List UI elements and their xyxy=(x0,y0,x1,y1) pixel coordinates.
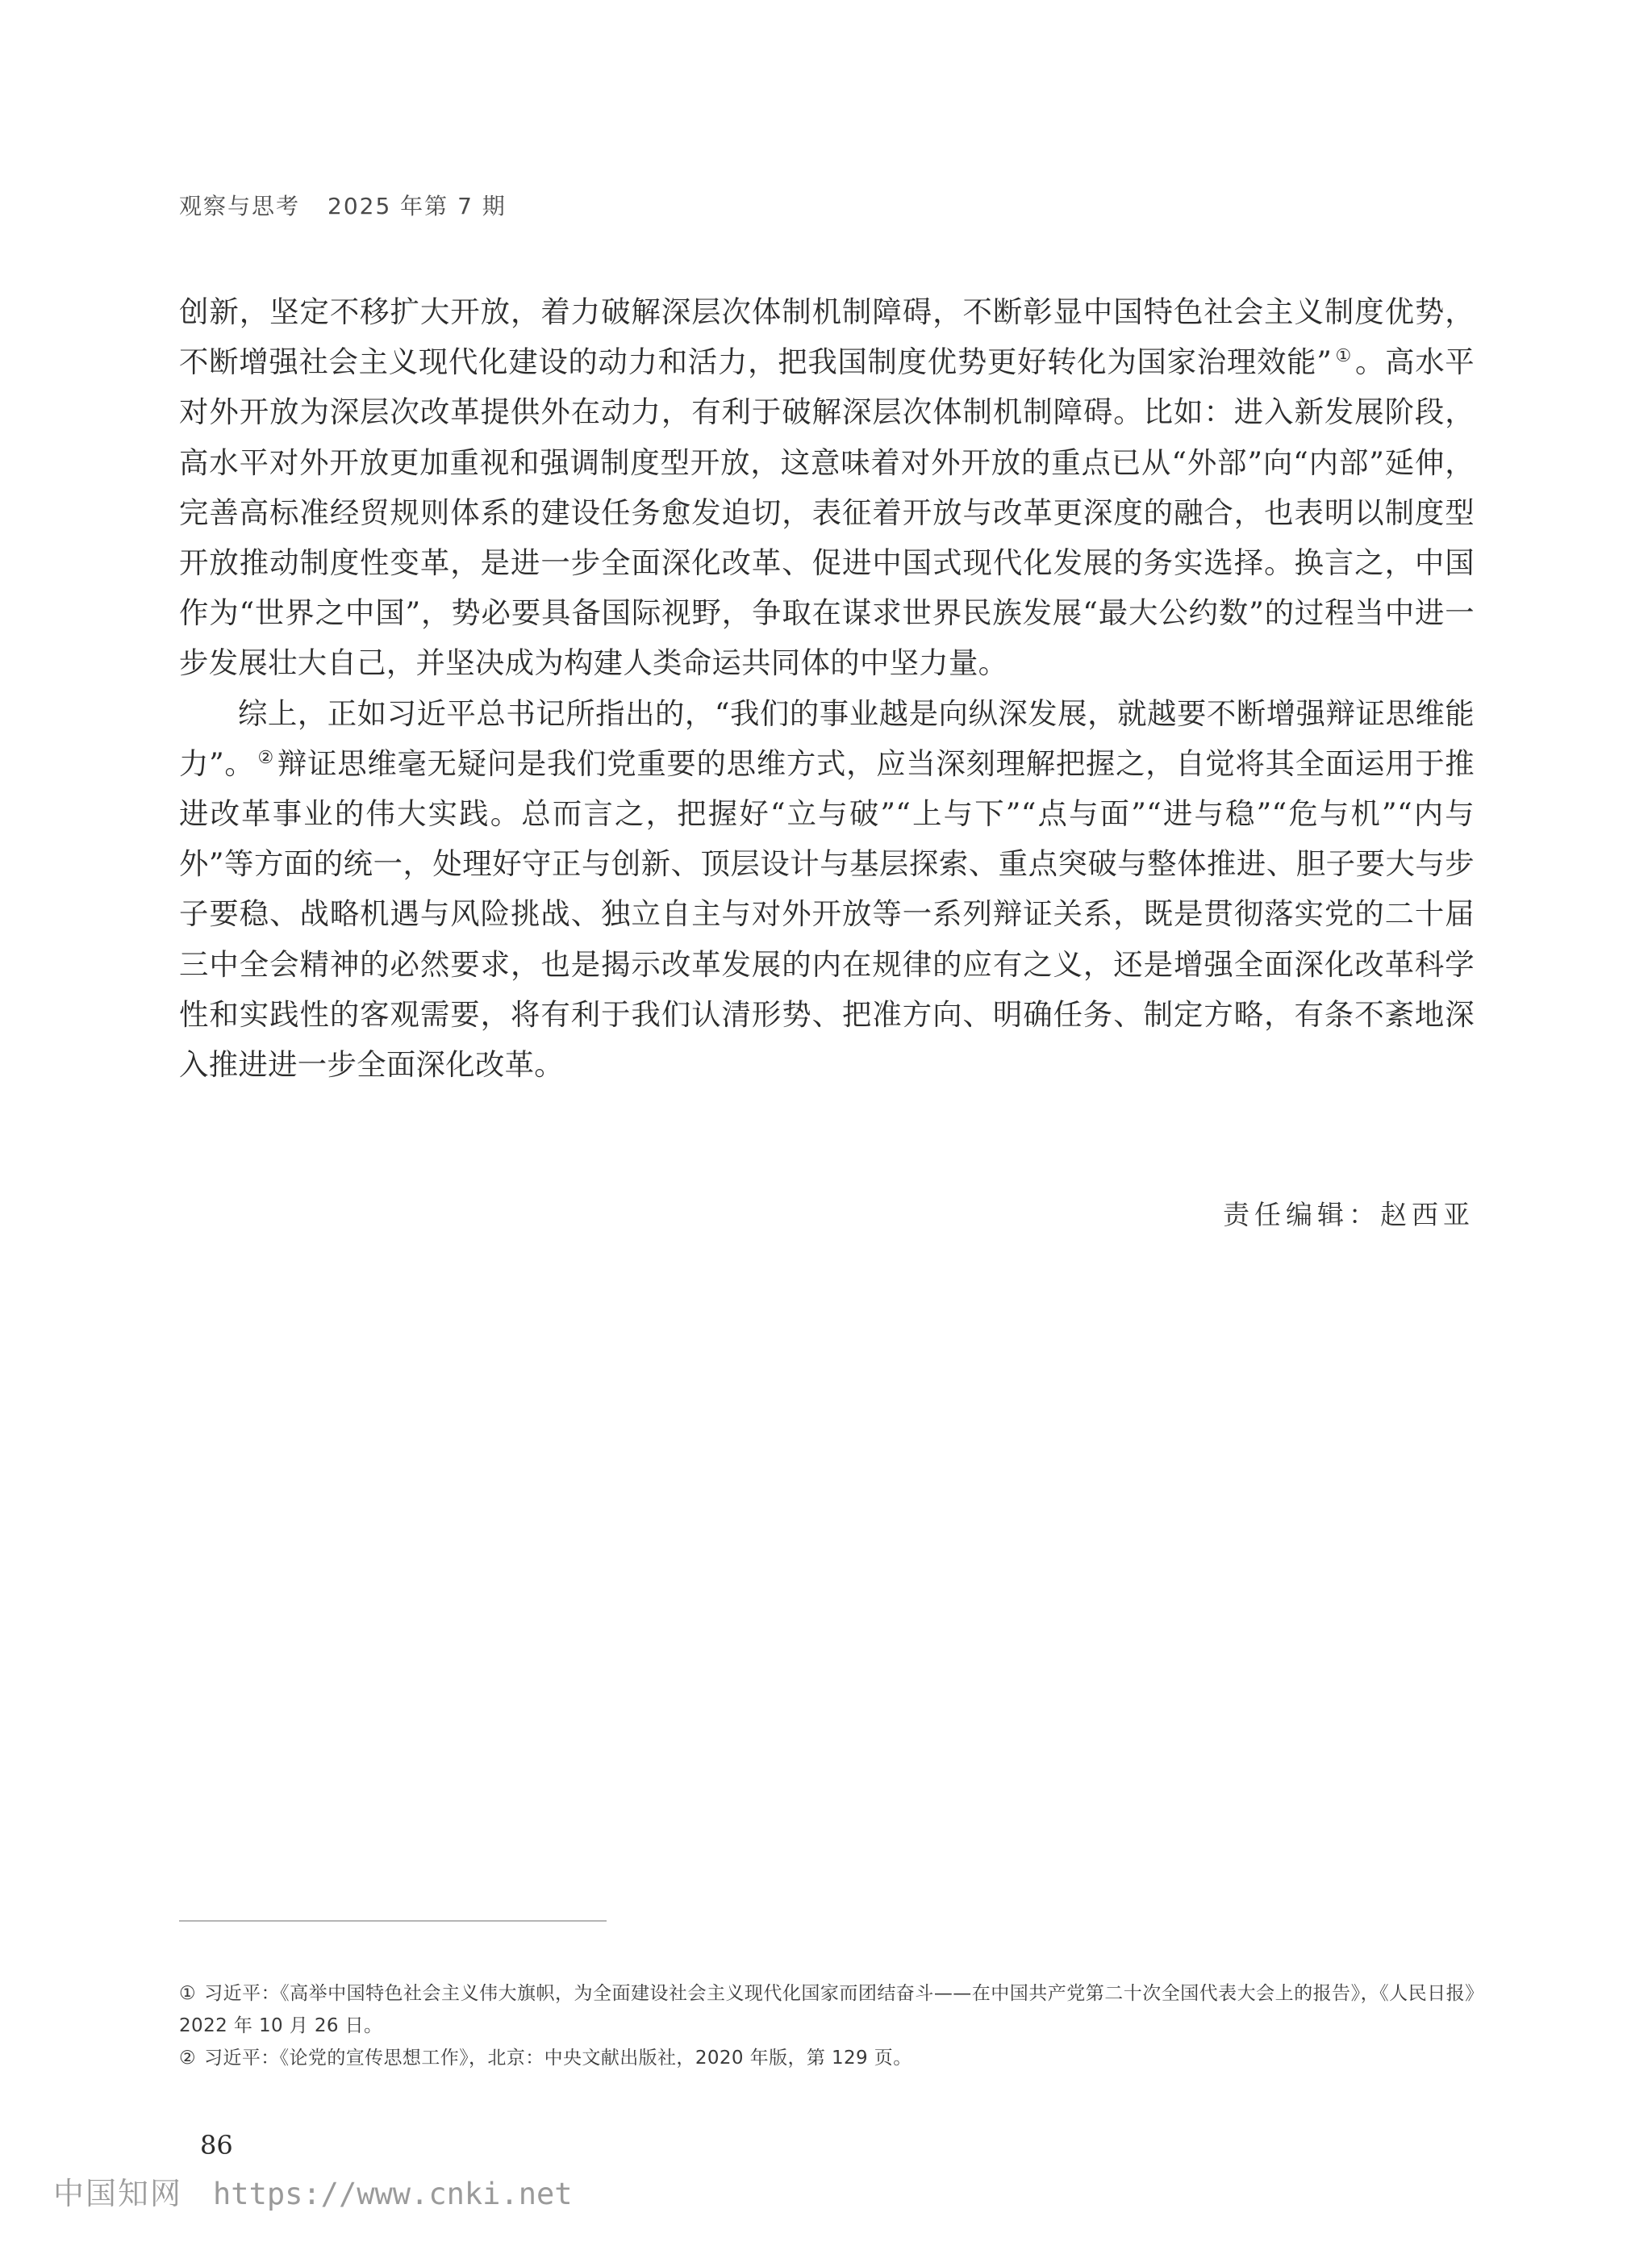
issue-label: 2025 年第 7 期 xyxy=(327,193,507,219)
responsible-editor: 责任编辑：赵西亚 xyxy=(1223,1199,1475,1230)
body-paragraph xyxy=(179,689,1475,1091)
body-paragraph xyxy=(179,287,1475,689)
journal-name: 观察与思考 xyxy=(179,193,301,219)
article-body xyxy=(179,287,1475,1090)
watermark-url[interactable]: https://www.cnki.net xyxy=(213,2177,573,2211)
watermark-name: 中国知网 xyxy=(53,2176,183,2211)
paragraph-text: 辩证思维毫无疑问是我们党重要的思维方式，应当深刻理解把握之，自觉将其全面运用于推进改革事业的伟大实践。总而言之，把握好“立与破”“上与下”“点与面”“进与稳”“危与机”“内与外”等方面的统一，处理好守正与创新、顶层设计与基层探索、重点突破与整体推进、胆子要大与步子要稳、战略机遇与风险挑战、独立自主与对外开放等一系列辩证关系，既是贯彻落实党的二十届三中全会精神的必然要求，也是揭示改革发展的内在规律的应有之义，还是增强全面深化改革科学性和实践性的客观需要，将有利于我们认清形势、把准方向、明确任务、制定方略，有条不紊地深入推进进一步全面深化改革。 xyxy=(179,745,1475,1083)
paragraph-text: 。高水平对外开放为深层次改革提供外在动力，有利于破解深层次体制机制障碍。比如：进入新发展阶段，高水平对外开放更加重视和强调制度型开放，这意味着对外开放的重点已从“外部”向“内部”延伸，完善高标准经贸规则体系的建设任务愈发迫切，表征着开放与改革更深度的融合，也表明以制度型开放推动制度性变革，是进一步全面深化改革、促进中国式现代化发展的务实选择。换言之，中国作为“世界之中国”，势必要具备国际视野，争取在谋求世界民族发展“最大公约数”的过程当中进一步发展壮大自己，并坚决成为构建人类命运共同体的中坚力量。 xyxy=(179,344,1475,681)
footnote-item xyxy=(179,2042,1475,2074)
footnote-text: 习近平：《高举中国特色社会主义伟大旗帜，为全面建设社会主义现代化国家而团结奋斗——在中国共产党第二十次全国代表大会上的报告》，《人民日报》2022 年 10 月 26 日。 xyxy=(179,1983,1475,2036)
footnote-mark: ② xyxy=(179,2048,197,2069)
footnote-item xyxy=(179,1977,1475,2042)
footnote-mark: ① xyxy=(179,1983,197,2004)
footnote-divider xyxy=(179,1920,607,1922)
footnote-text: 习近平：《论党的宣传思想工作》，北京：中央文献出版社，2020 年版，第 129 页。 xyxy=(204,2048,912,2069)
footnotes xyxy=(179,1977,1475,2074)
footnote-reference[interactable]: ① xyxy=(1335,346,1352,367)
footnote-reference[interactable]: ② xyxy=(257,747,274,768)
running-header xyxy=(179,189,507,221)
paragraph-text: 创新，坚定不移扩大开放，着力破解深层次体制机制障碍，不断彰显中国特色社会主义制度优势，不断增强社会主义现代化建设的动力和活力，把我国制度优势更好转化为国家治理效能” xyxy=(179,294,1475,380)
cnki-watermark xyxy=(53,2169,573,2213)
paragraph-text: 综上，正如习近平总书记所指出的，“我们的事业越是向纵深发展，就越要不断增强辩证思维能力”。 xyxy=(179,695,1475,781)
page-number: 86 xyxy=(200,2130,233,2161)
